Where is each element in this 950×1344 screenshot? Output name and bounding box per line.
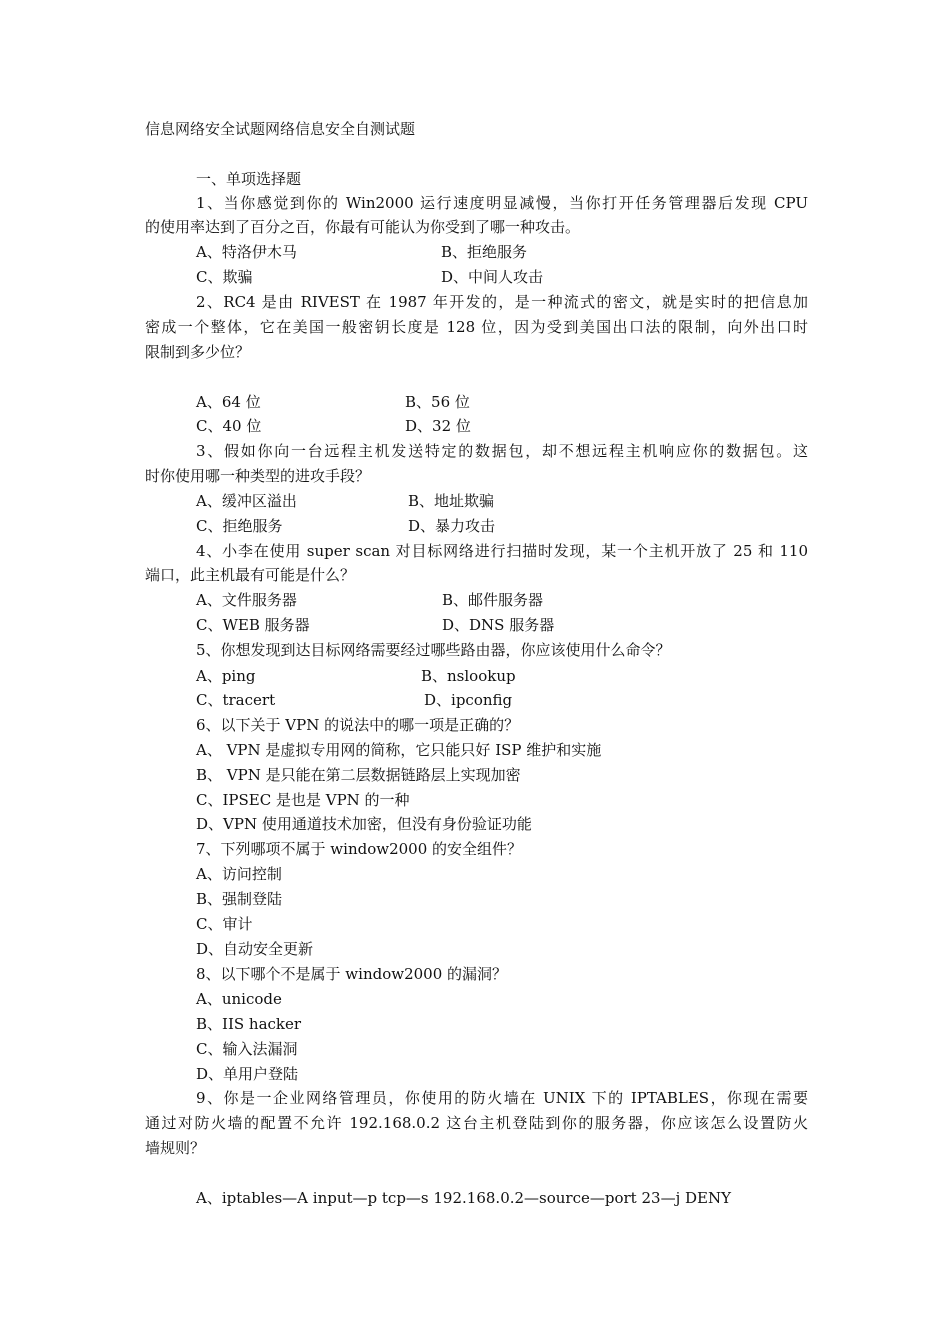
question-8-option-c: C、输入法漏洞 bbox=[196, 1040, 298, 1058]
question-5-text: 5、你想发现到达目标网络需要经过哪些路由器，你应该使用什么命令？ bbox=[196, 641, 671, 659]
question-7-option-b: B、强制登陆 bbox=[196, 890, 283, 908]
question-3-option-a: A、缓冲区溢出 bbox=[196, 492, 297, 510]
question-4-text: 4、小李在使用 super scan 对目标网络进行扫描时发现，某一个主机开放了 25 和 110 bbox=[196, 542, 808, 560]
question-2-option-d: D、32 位 bbox=[405, 417, 471, 435]
question-2-text: 2、RC4 是由 RIVEST 在 1987 年开发的，是一种流式的密文，就是实时的把信息加 bbox=[196, 293, 808, 311]
question-4-option-d: D、DNS 服务器 bbox=[442, 616, 555, 634]
question-2-text-end: 限制到多少位？ bbox=[145, 343, 251, 361]
question-6-text: 6、以下关于 VPN 的说法中的哪一项是正确的？ bbox=[196, 716, 520, 734]
question-9-text: 9、你是一企业网络管理员，你使用的防火墙在 UNIX 下的 IPTABLES，你现在需要 bbox=[196, 1089, 808, 1107]
question-6-option-b: B、 VPN 是只能在第二层数据链路层上实现加密 bbox=[196, 766, 521, 784]
question-5-option-b: B、nslookup bbox=[421, 667, 516, 685]
question-8-option-a: A、unicode bbox=[196, 990, 282, 1008]
question-4-text-cont: 端口，此主机最有可能是什么？ bbox=[145, 566, 356, 584]
question-6-option-d: D、VPN 使用通道技术加密，但没有身份验证功能 bbox=[196, 815, 532, 833]
question-6-option-c: C、IPSEC 是也是 VPN 的一种 bbox=[196, 791, 410, 809]
question-1-text: 1、当你感觉到你的 Win2000 运行速度明显减慢，当你打开任务管理器后发现 CPU bbox=[196, 194, 808, 212]
question-3-option-d: D、暴力攻击 bbox=[408, 517, 496, 535]
question-1-option-a: A、特洛伊木马 bbox=[196, 243, 297, 261]
question-1-text-cont: 的使用率达到了百分之百，你最有可能认为你受到了哪一种攻击。 bbox=[145, 218, 581, 236]
question-6-option-a: A、 VPN 是虚拟专用网的简称，它只能只好 ISP 维护和实施 bbox=[196, 741, 602, 759]
question-7-option-d: D、自动安全更新 bbox=[196, 940, 314, 958]
question-3-text-cont: 时你使用哪一种类型的进攻手段？ bbox=[145, 467, 371, 485]
question-9-text-cont: 通过对防火墙的配置不允许 192.168.0.2 这台主机登陆到你的服务器，你应该怎么设置防火 bbox=[145, 1114, 808, 1132]
question-9-text-end: 墙规则？ bbox=[145, 1139, 206, 1157]
question-7-text: 7、下列哪项不属于 window2000 的安全组件？ bbox=[196, 840, 523, 858]
question-3-option-c: C、拒绝服务 bbox=[196, 517, 283, 535]
question-7-option-a: A、访问控制 bbox=[196, 865, 282, 883]
question-8-option-d: D、单用户登陆 bbox=[196, 1065, 299, 1083]
question-5-option-d: D、ipconfig bbox=[424, 691, 513, 709]
question-8-text: 8、以下哪个不是属于 window2000 的漏洞？ bbox=[196, 965, 508, 983]
section-heading: 一、单项选择题 bbox=[196, 170, 302, 188]
document-title: 信息网络安全试题网络信息安全自测试题 bbox=[145, 120, 416, 138]
question-2-text-cont: 密成一个整体，它在美国一般密钥长度是 128 位，因为受到美国出口法的限制，向外出口时 bbox=[145, 318, 808, 336]
question-5-option-a: A、ping bbox=[196, 667, 256, 685]
question-1-option-d: D、中间人攻击 bbox=[441, 268, 544, 286]
question-2-option-c: C、40 位 bbox=[196, 417, 262, 435]
question-9-option-a: A、iptables—A input—p tcp—s 192.168.0.2—source—port 23—j DENY bbox=[196, 1189, 731, 1207]
question-7-option-c: C、审计 bbox=[196, 915, 253, 933]
question-1-option-b: B、拒绝服务 bbox=[441, 243, 528, 261]
question-8-option-b: B、IIS hacker bbox=[196, 1015, 302, 1033]
question-2-option-b: B、56 位 bbox=[405, 393, 470, 411]
question-2-option-a: A、64 位 bbox=[196, 393, 261, 411]
question-3-text: 3、假如你向一台远程主机发送特定的数据包，却不想远程主机响应你的数据包。这 bbox=[196, 442, 808, 460]
question-5-option-c: C、tracert bbox=[196, 691, 276, 709]
question-3-option-b: B、地址欺骗 bbox=[408, 492, 495, 510]
question-4-option-a: A、文件服务器 bbox=[196, 591, 297, 609]
question-1-option-c: C、欺骗 bbox=[196, 268, 253, 286]
question-4-option-b: B、邮件服务器 bbox=[442, 591, 544, 609]
question-4-option-c: C、WEB 服务器 bbox=[196, 616, 310, 634]
